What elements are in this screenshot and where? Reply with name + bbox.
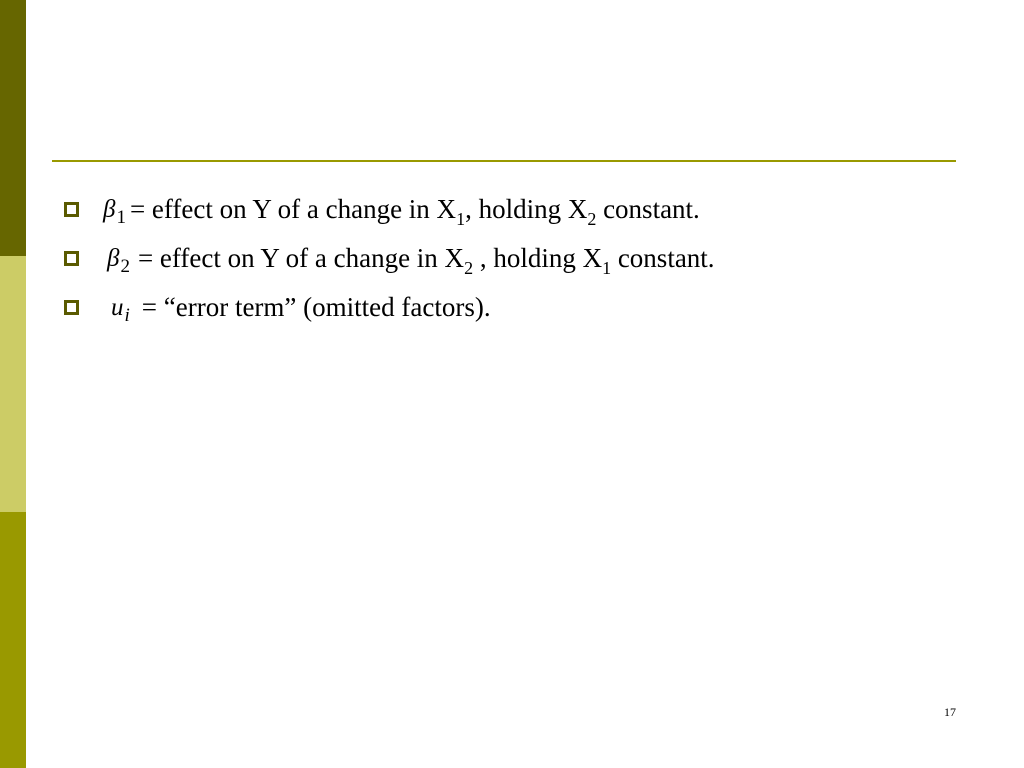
bullet-text: = effect on Y of a change in $X_1$, holding $X_2$ constant. (129, 194, 700, 229)
sidebar-top-band (0, 0, 26, 256)
bullet-item-beta1 (64, 185, 715, 234)
title-divider-rule (52, 160, 956, 162)
bullet-list (64, 185, 715, 332)
beta2-symbol: $\beta_2$ (107, 244, 130, 277)
bullet-item-beta2 (64, 234, 715, 283)
beta1-symbol: $\beta_1$ (103, 195, 126, 228)
sidebar-bottom-band (0, 512, 26, 768)
bullet-item-error-term (64, 283, 715, 332)
square-bullet-icon (64, 300, 79, 315)
bullet-text: = effect on Y of a change in $X_2$ , holding $X_1$ constant. (137, 243, 715, 278)
sidebar-middle-band (0, 256, 26, 512)
bullet-text: = “error term” (omitted factors). (141, 292, 491, 322)
page-number: 17 (944, 705, 956, 719)
error-term-symbol: $u_i$ (111, 293, 130, 326)
square-bullet-icon (64, 202, 79, 217)
square-bullet-icon (64, 251, 79, 266)
